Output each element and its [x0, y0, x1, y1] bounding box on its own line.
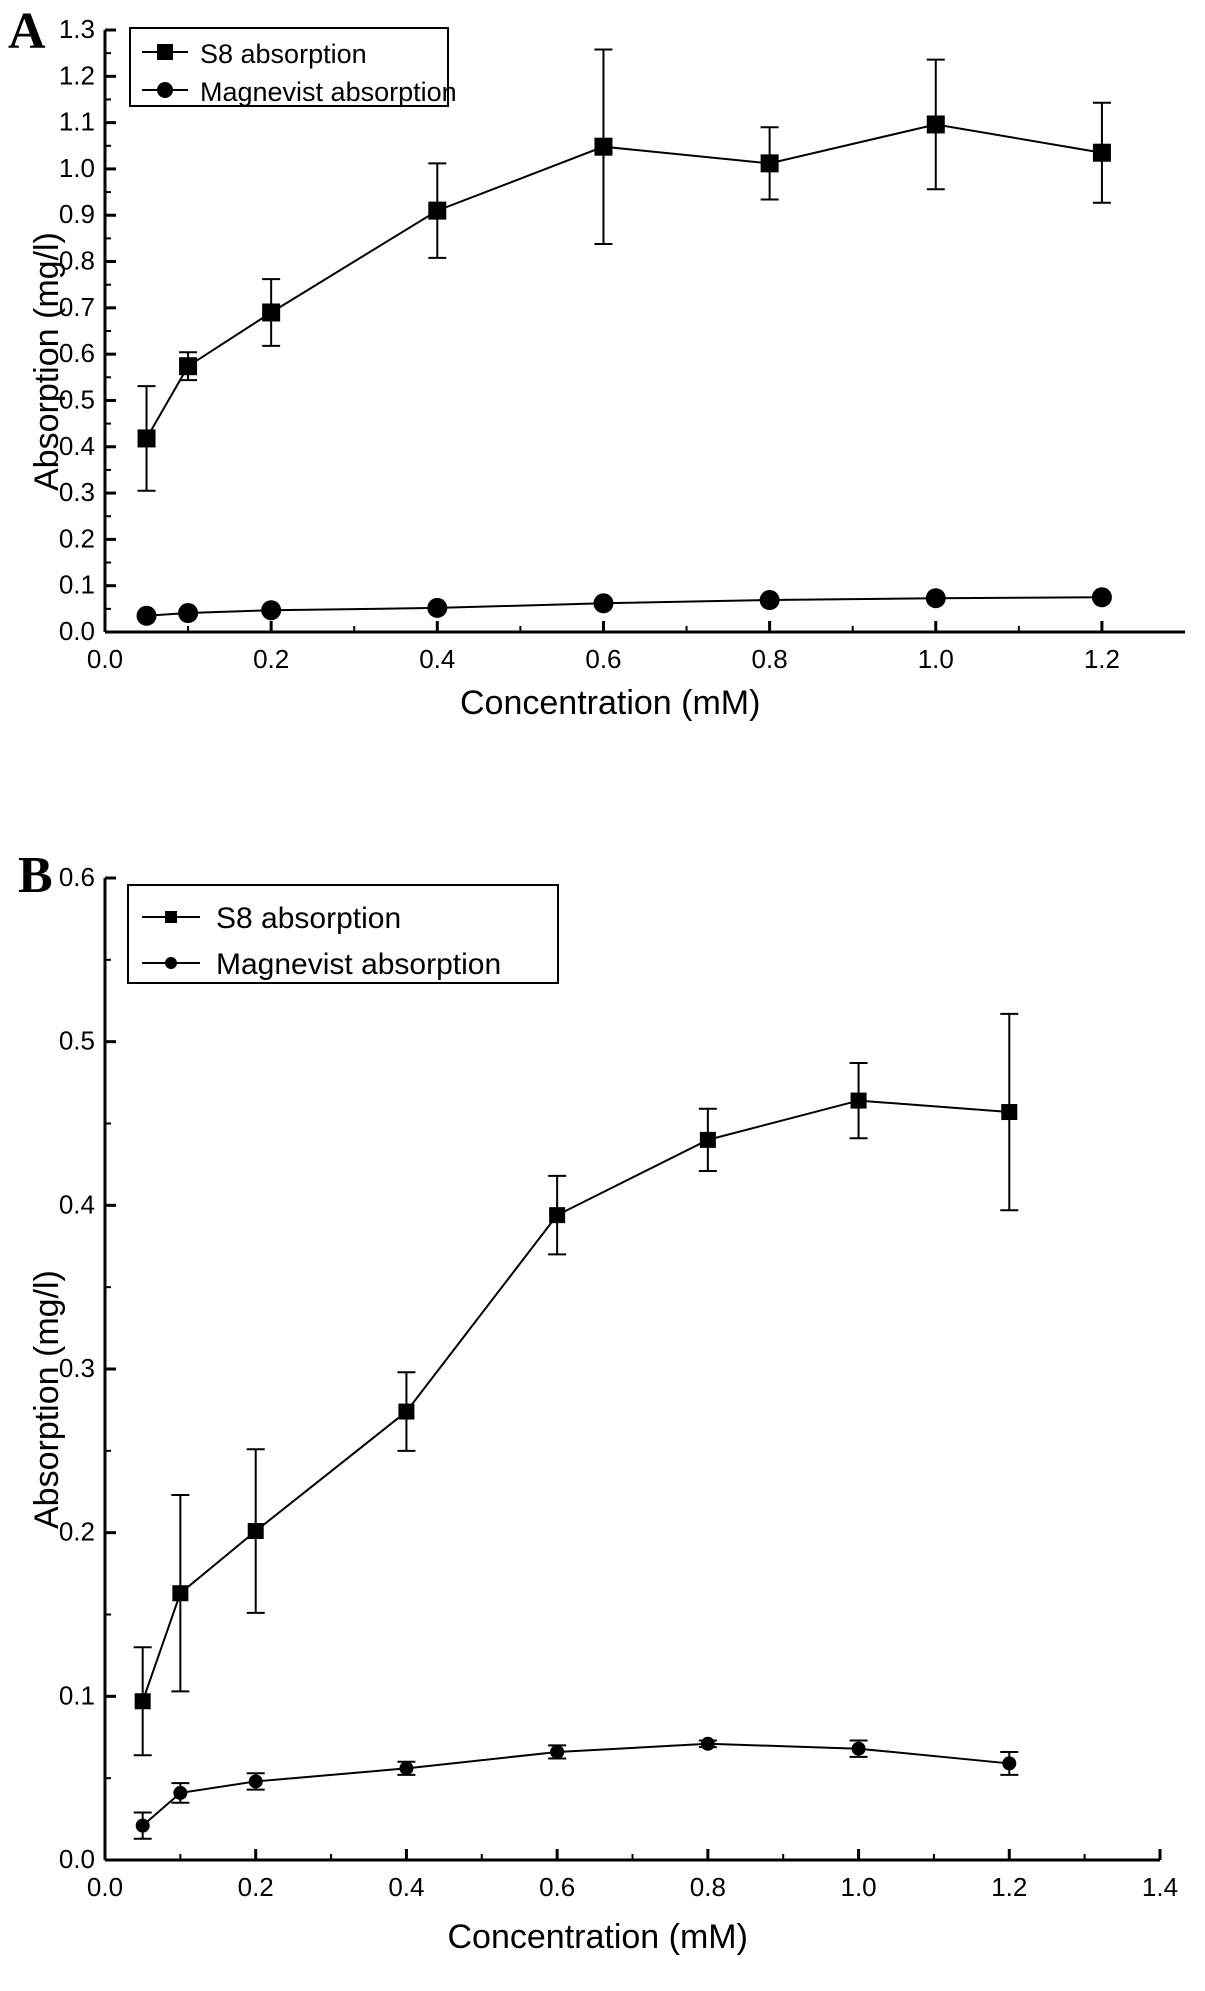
svg-text:1.0: 1.0 [840, 1872, 877, 1902]
svg-text:0.4: 0.4 [58, 430, 95, 461]
svg-text:0.6: 0.6 [58, 338, 95, 369]
svg-text:0.0: 0.0 [58, 1844, 95, 1874]
svg-text:0.1: 0.1 [58, 1680, 95, 1711]
svg-text:0.2: 0.2 [58, 523, 95, 554]
panel-b-plot [0, 840, 1205, 1991]
svg-text:0.6: 0.6 [58, 862, 95, 892]
svg-text:1.1: 1.1 [58, 106, 95, 137]
svg-text:0.5: 0.5 [58, 1025, 95, 1056]
svg-text:0.0: 0.0 [58, 616, 95, 646]
svg-text:0.6: 0.6 [585, 644, 622, 674]
svg-text:0.5: 0.5 [58, 384, 95, 415]
panel-a-y-axis-title: Absorption (mg/l) [28, 232, 66, 491]
svg-text:0.9: 0.9 [58, 199, 95, 230]
svg-text:0.0: 0.0 [86, 644, 124, 674]
panel-b-label: B [18, 847, 53, 904]
svg-text:1.3: 1.3 [58, 14, 95, 44]
svg-text:0.3: 0.3 [58, 477, 95, 508]
svg-text:0.6: 0.6 [539, 1872, 576, 1902]
panel-b-x-axis-title: Concentration (mM) [447, 1918, 748, 1956]
svg-text:0.8: 0.8 [58, 245, 95, 276]
svg-text:0.7: 0.7 [58, 291, 95, 322]
svg-text:0.2: 0.2 [58, 1516, 95, 1547]
svg-text:0.1: 0.1 [58, 569, 95, 600]
svg-text:0.2: 0.2 [237, 1872, 274, 1902]
svg-text:1.4: 1.4 [1141, 1872, 1179, 1902]
svg-text:0.8: 0.8 [751, 644, 788, 674]
svg-text:1.0: 1.0 [58, 152, 95, 183]
panel-a-x-axis-title: Concentration (mM) [460, 684, 761, 722]
svg-text:0.4: 0.4 [388, 1872, 425, 1902]
svg-text:0.8: 0.8 [689, 1872, 726, 1902]
svg-text:0.4: 0.4 [419, 644, 456, 674]
svg-text:S8 absorption: S8 absorption [216, 902, 402, 935]
svg-text:1.2: 1.2 [1083, 644, 1121, 674]
panel-a-plot [0, 0, 1205, 760]
svg-text:Magnevist absorption: Magnevist absorption [216, 948, 502, 981]
svg-text:1.2: 1.2 [58, 60, 95, 91]
svg-text:0.4: 0.4 [58, 1189, 95, 1220]
svg-text:Magnevist absorption: Magnevist absorption [200, 77, 457, 107]
svg-text:1.2: 1.2 [991, 1872, 1028, 1902]
svg-text:S8 absorption: S8 absorption [200, 39, 367, 69]
panel-a-label: A [8, 3, 46, 60]
svg-text:0.0: 0.0 [86, 1872, 124, 1902]
svg-text:0.3: 0.3 [58, 1353, 95, 1383]
svg-text:0.2: 0.2 [253, 644, 290, 674]
svg-text:1.0: 1.0 [917, 644, 954, 674]
chart-panel-a [0, 0, 1205, 760]
panel-b-y-axis-title: Absorption (mg/l) [28, 1270, 66, 1529]
chart-panel-b [0, 840, 1205, 1991]
